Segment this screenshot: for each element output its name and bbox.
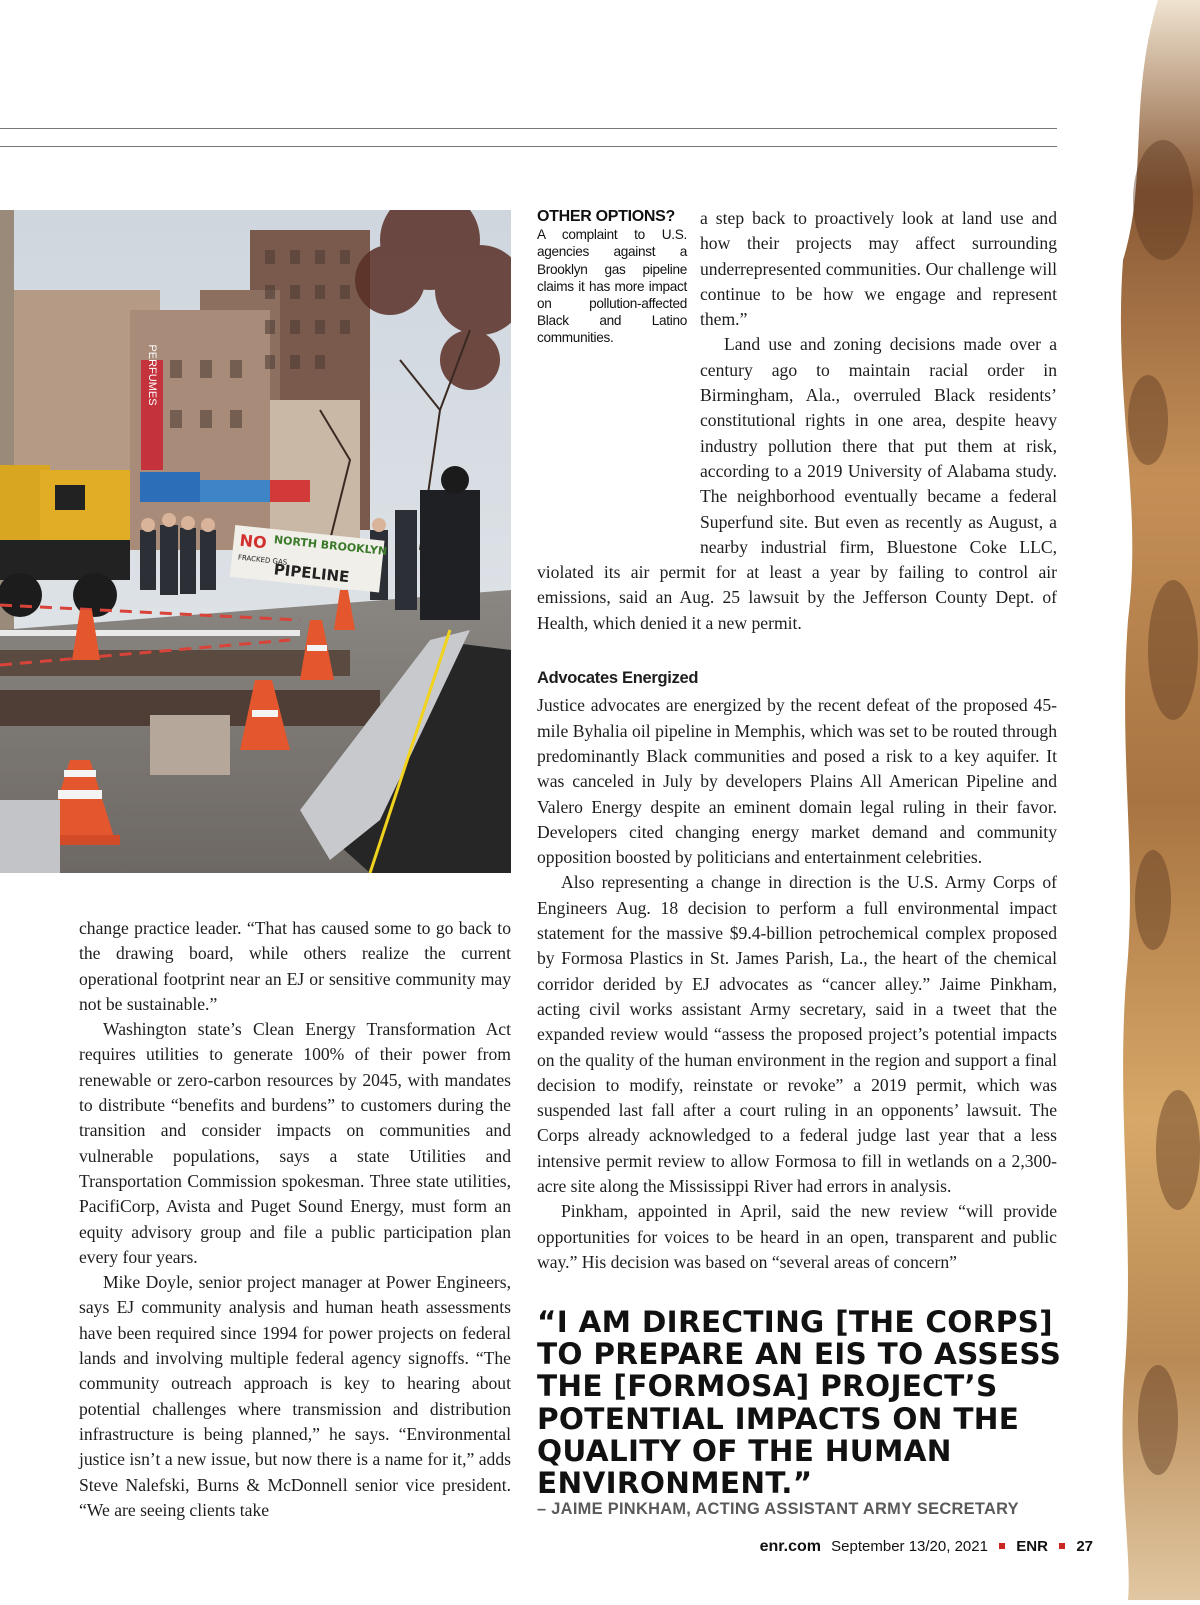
banner-no: NO: [238, 530, 268, 553]
right-paragraph-4: Also representing a change in direction is the U.S. Army Corps of Engineers Aug. 18 decision to perform a full environmental impact statement for the massive $9.4-billion petrochemical complex proposed by Formosa Plastics in St. James Parish, La., the heart of the chemical corridor derided by EJ advocates as “cancer alley.” Jaime Pinkham, acting civil works assistant Army secretary, said in a tweet that the expanded review would “assess the proposed project’s potential impacts on the quality of the human environment in the region and support a final decision to modify, reinstate or revoke” a 2019 permit, which was suspended last fall after a court ruling in an opponents’ lawsuit. The Corps already acknowledged to a federal judge last year that a less intensive permit review to allow Formosa to fill in wetlands on a 2,300-acre site along the Mississippi River had errors in analysis.: [537, 872, 1057, 1196]
right-paragraph-3: Justice advocates are energized by the recent defeat of the proposed 45-mile Byhalia oil pipeline in Memphis, which was set to be routed through predominantly Black communities and posed a risk to a key aquifer. It was canceled in July by developers Plains All American Pipeline and Valero Energy despite an eminent domain legal ruling in their favor. Developers cited changing energy market demand and community opposition boosted by politicians and entertainment celebrities.: [537, 695, 1057, 868]
folio-date: September 13/20, 2021: [831, 1538, 988, 1555]
pull-quote-attribution: – JAIME PINKHAM, ACTING ASSISTANT ARMY SECRETARY: [537, 1500, 1019, 1518]
photo-caption: [537, 206, 687, 558]
left-paragraph-3: Mike Doyle, senior project manager at Power Engineers, says EJ community analysis and human heath assessments have been required since 1994 for power projects on federal lands and involving multiple federal agency signoffs. “The community outreach approach is key to hearing about potential challenges where transmission and distribution infrastructure is being planned,” he says. “Environmental justice isn’t a new issue, but now there is a name for it,” adds Steve Nalefski, Burns & McDonnell senior vice president. “We are seeing clients take: [79, 1272, 511, 1520]
folio-website: enr.com: [759, 1538, 821, 1555]
right-paragraph-1: a step back to proactively look at land use and how their projects may affect surrounding underrepresented communities. Our challenge will continue to be how we engage and represent them.”: [700, 208, 1057, 330]
left-paragraph-2: Washington state’s Clean Energy Transformation Act requires utilities to generate 100% of their power from renewable or zero-carbon resources by 2045, with mandates to distribute “benefits and burdens” to customers during the transition and consider impacts on communities and vulnerable populations, says a state Utilities and Transportation Commission spokesman. Three state utilities, PacifiCorp, Avista and Puget Sound Energy, must form an equity advisory group and file a public participation plan every four years.: [79, 1019, 511, 1267]
right-paragraph-5: Pinkham, appointed in April, said the new review “will provide opportunities for voices to be heard in an open, transparent and public way.” His decision was based on “several areas of concern”: [537, 1201, 1057, 1272]
right-column: [537, 206, 1057, 1275]
banner-fracked-gas: FRACKED GAS: [237, 553, 288, 567]
article-photo: [0, 210, 511, 873]
folio-separator-square: [999, 1543, 1005, 1549]
pull-quote: “I AM DIRECTING [THE CORPS] TO PREPARE AN EIS TO ASSESS THE [FORMOSA] PROJECT’S POTENTIAL IMPACTS ON THE QUALITY OF THE HUMAN ENVIRONMENT.”: [537, 1305, 1062, 1501]
caption-text: A complaint to U.S. agencies against a Brooklyn gas pipeline claims it has more impact on pollution-affected Black and Latino communities.: [537, 227, 687, 346]
top-rule-1: [0, 128, 1057, 129]
storefront-sign: PERFUMES: [146, 344, 158, 406]
left-column: [79, 916, 511, 1523]
folio-publication: ENR: [1016, 1538, 1048, 1555]
banner-pipeline: PIPELINE: [272, 560, 351, 587]
folio-separator-square: [1059, 1543, 1065, 1549]
left-paragraph-1: change practice leader. “That has caused some to go back to the drawing board, while others realize the current operational footprint near an EJ or sensitive community may not be sustainable.”: [79, 918, 511, 1014]
banner-north-brooklyn: NORTH BROOKLYN: [273, 533, 388, 559]
page-folio: [700, 1538, 1093, 1556]
caption-heading: OTHER OPTIONS?: [537, 208, 676, 225]
section-subhead: Advocates Energized: [537, 669, 699, 688]
decorative-watercolor-edge: [1118, 0, 1200, 1600]
top-rule-2: [0, 146, 1057, 147]
right-paragraph-2: Land use and zoning decisions made over a century ago to maintain racial order in Birmingham, Ala., overruled Black residents’ constitutional rights in one area, despite heavy industry pollution there that put them at risk, according to a 2019 University of Alabama study. The neighborhood eventually became a federal Superfund site. But even as recently as August, a nearby industrial firm, Bluestone Coke LLC, violated its air permit for at least a year by failing to control air emissions, said an Aug. 25 lawsuit by the Jefferson County Dept. of Health, which denied it a new permit.: [537, 334, 1057, 633]
folio-page-number: 27: [1076, 1538, 1093, 1555]
